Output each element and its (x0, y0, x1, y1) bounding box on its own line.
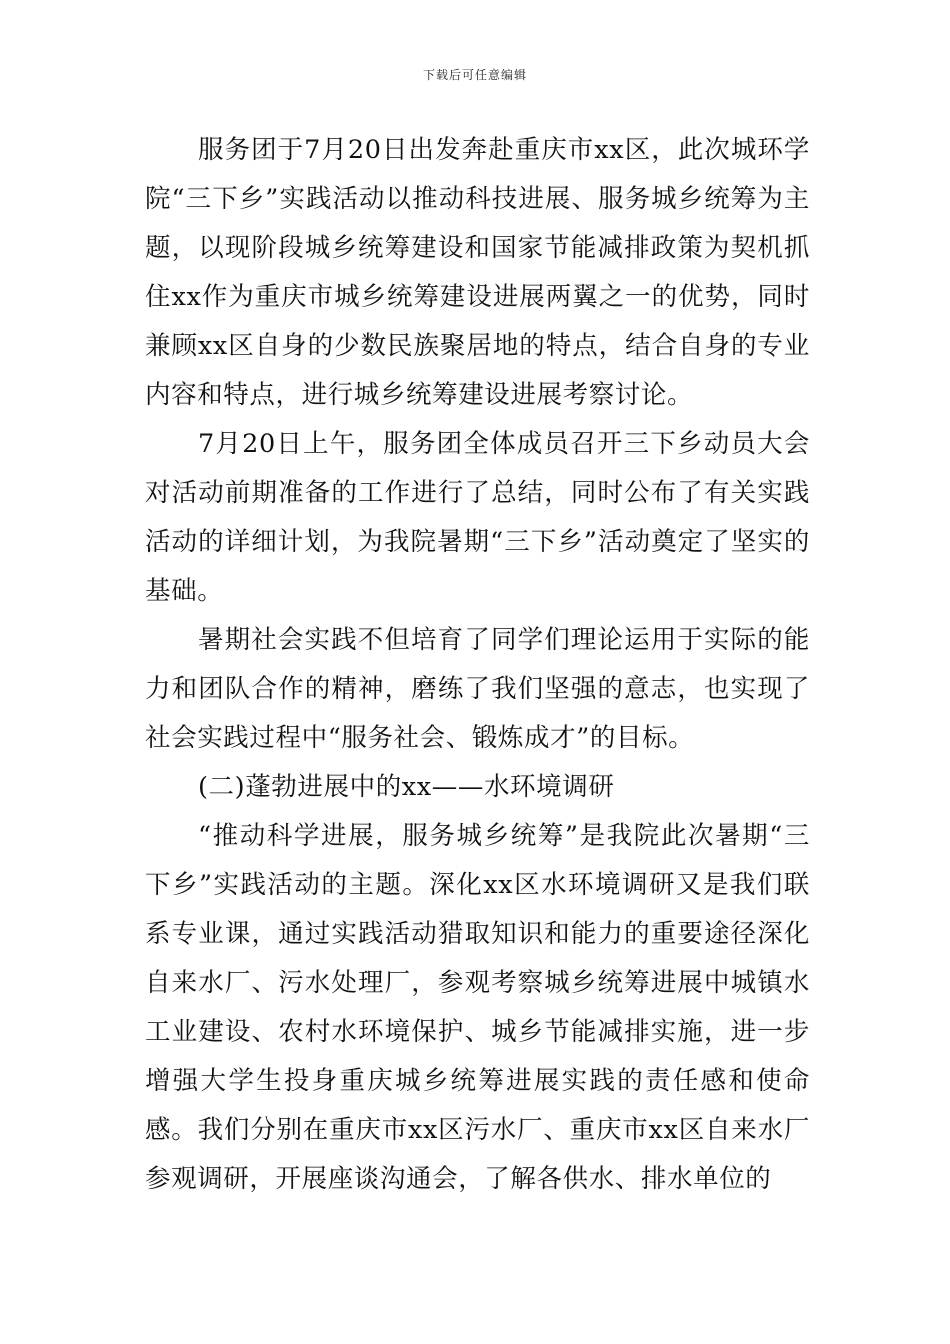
page-header-note: 下载后可任意编辑 (422, 68, 527, 82)
paragraph-service-team-departure: 服务团于7月20日出发奔赴重庆市xx区，此次城环学院“三下乡”实践活动以推动科技进展、服务城乡统筹为主题，以现阶段城乡统筹建设和国家节能减排政策为契机抓住xx作为重庆市城乡统筹建设进展两翼之一的优势，同时兼顾xx区自身的少数民族聚居地的特点，结合自身的专业内容和特点，进行城乡统筹建设进展考察讨论。 (145, 135, 810, 410)
section-heading-water-survey: (二)蓬勃进展中的xx——水环境调研 (198, 772, 615, 802)
paragraph-practice-significance: 暑期社会实践不但培育了同学们理论运用于实际的能力和团队合作的精神，磨练了我们坚强的意志，也实现了社会实践过程中“服务社会、锻炼成才”的目标。 (145, 625, 810, 753)
paragraph-mobilization-meeting: 7月20日上午，服务团全体成员召开三下乡动员大会对活动前期准备的工作进行了总结，同时公布了有关实践活动的详细计划，为我院暑期“三下乡”活动奠定了坚实的基础。 (145, 429, 810, 606)
document-body (145, 126, 810, 1204)
paragraph-water-survey: “推动科学进展，服务城乡统筹”是我院此次暑期“三下乡”实践活动的主题。深化xx区水环境调研又是我们联系专业课，通过实践活动猎取知识和能力的重要途径深化自来水厂、污水处理厂，参观考察城乡统筹进展中城镇水工业建设、农村水环境保护、城乡节能减排实施，进一步增强大学生投身重庆城乡统筹进展实践的责任感和使命感。我们分别在重庆市xx区污水厂、重庆市xx区自来水厂参观调研，开展座谈沟通会，了解各供水、排水单位的 (145, 821, 810, 1194)
